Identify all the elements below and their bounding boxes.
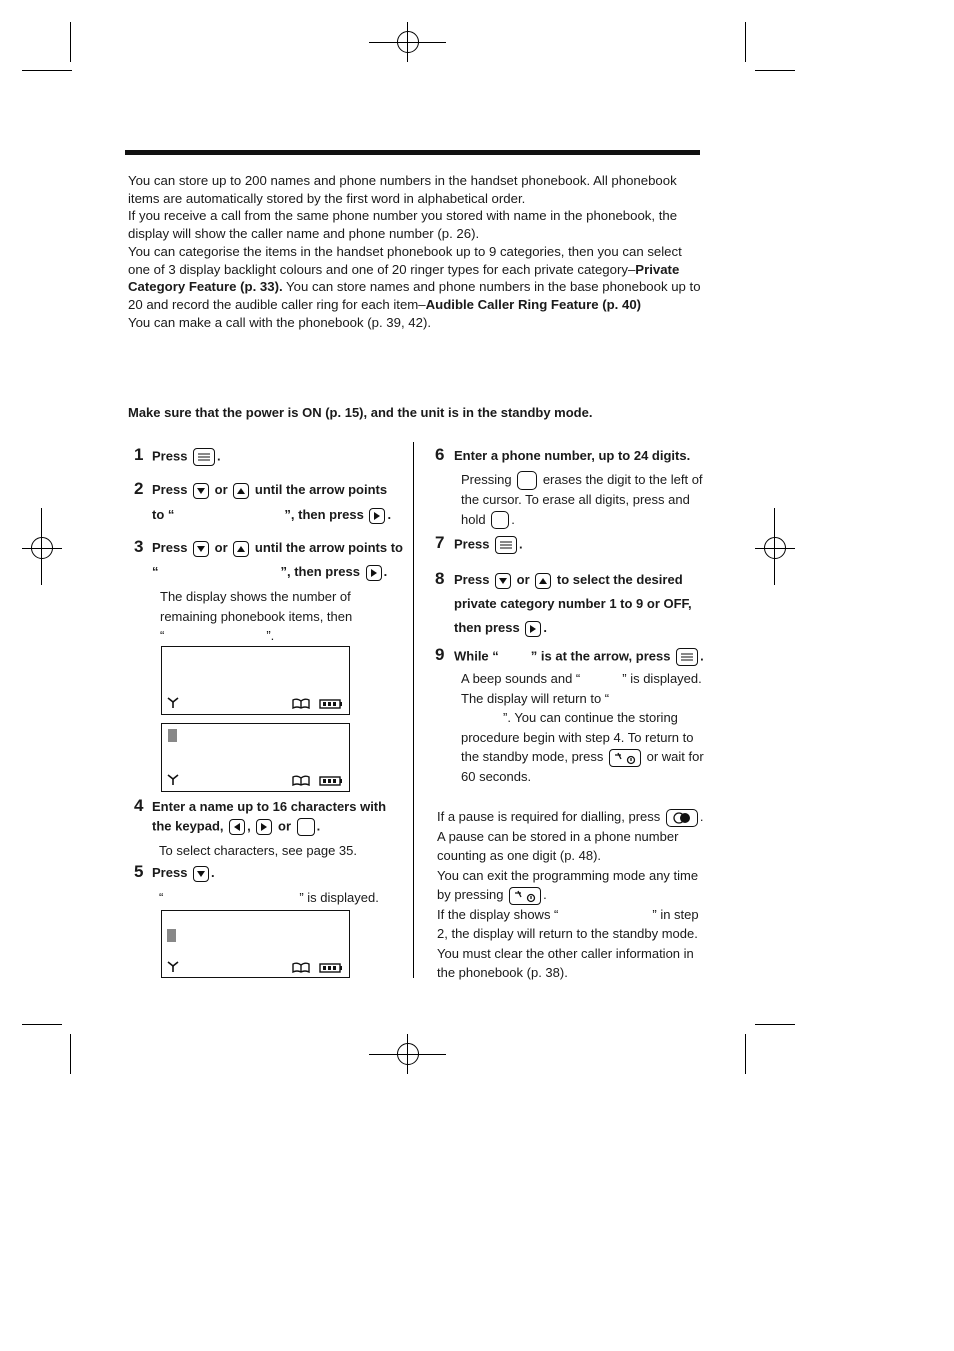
crop-mark — [755, 70, 795, 71]
step-number: 7 — [435, 533, 445, 552]
text-cursor — [167, 929, 176, 942]
battery-icon — [319, 776, 343, 786]
crop-mark — [22, 70, 72, 71]
menu-key-icon — [495, 536, 517, 554]
step-5-body: “ ” is displayed. — [159, 890, 379, 905]
step-number: 1 — [134, 445, 144, 464]
up-key-icon — [233, 541, 249, 557]
crop-mark — [70, 22, 71, 62]
battery-icon — [319, 699, 343, 709]
down-key-icon — [495, 573, 511, 589]
step-7-text: Press . — [454, 536, 523, 554]
step-4-line1: Enter a name up to 16 characters with — [152, 799, 387, 814]
crop-mark — [745, 1034, 746, 1074]
phonebook-icon — [292, 698, 310, 709]
step-number: 8 — [435, 569, 445, 588]
phonebook-icon — [292, 962, 310, 973]
blank-key-icon — [297, 818, 315, 836]
step-number: 6 — [435, 445, 445, 464]
step-number: 4 — [134, 796, 144, 815]
step-3-body: The display shows the number of remaining phonebook items, then “ ”. — [160, 589, 353, 643]
column-divider — [413, 442, 414, 978]
step-2-line1: Press or until the arrow points — [152, 482, 388, 497]
up-key-icon — [535, 573, 551, 589]
menu-key-icon — [193, 448, 215, 466]
lcd-display — [161, 910, 350, 978]
step-2-line2: to “ ”, then press . — [152, 507, 392, 522]
step-9-body: A beep sounds and “ ” is displayed. The display will return to “ ”. You can continue the storing procedure begin with step 4. To return to the standby mode, press or wait for 60 seconds. — [461, 671, 704, 784]
step-number: 9 — [435, 645, 445, 664]
step-3-line1: Press or until the arrow points to — [152, 540, 403, 555]
antenna-icon — [167, 774, 179, 786]
down-key-icon — [193, 483, 209, 499]
notes-section: If a pause is required for dialling, press . A pause can be stored in a phone number counting as one digit (p. 48). You can exit the programming mode any time by pressing . If the display shows “ ” in step 2, the display will return to the standby mode. You must clear the other caller information in the phonebook (p. 38). — [437, 809, 704, 981]
step-6-title: Enter a phone number, up to 24 digits. — [454, 448, 691, 463]
antenna-icon — [167, 961, 179, 973]
down-key-icon — [193, 541, 209, 557]
prerequisite-note: Make sure that the power is ON (p. 15), and the unit is in the standby mode. — [128, 405, 593, 420]
right-key-icon — [366, 565, 382, 581]
step-number: 5 — [134, 862, 144, 881]
crop-mark — [755, 1024, 795, 1025]
lcd-display — [161, 646, 350, 715]
antenna-icon — [167, 697, 179, 709]
crop-mark — [22, 1024, 62, 1025]
right-key-icon — [369, 508, 385, 524]
step-9-line1: While “ ” is at the arrow, press . — [454, 648, 704, 666]
step-8-line1: Press or to select the desired — [454, 572, 683, 587]
left-key-icon — [229, 819, 245, 835]
text-cursor — [168, 729, 177, 742]
phonebook-icon — [292, 775, 310, 786]
step-8-line3: then press . — [454, 620, 547, 635]
right-key-icon — [256, 819, 272, 835]
step-3-line2: “ ”, then press . — [152, 564, 388, 579]
step-4-body: To select characters, see page 35. — [159, 843, 358, 858]
up-key-icon — [233, 483, 249, 499]
pause-key-icon — [666, 809, 698, 827]
intro-text — [128, 172, 703, 331]
off-key-icon — [609, 749, 641, 767]
lcd-display — [161, 723, 350, 792]
step-number: 2 — [134, 479, 144, 498]
crop-mark — [745, 22, 746, 62]
right-key-icon — [525, 621, 541, 637]
down-key-icon — [193, 866, 209, 882]
intro-paragraph: If you receive a call from the same phone number you stored with name in the phonebook, the display will show the caller name and phone number (p. 26). — [128, 208, 678, 242]
step-number: 3 — [134, 537, 144, 556]
step-6-body: Pressing erases the digit to the left of the cursor. To erase all digits, press and hold . — [461, 470, 703, 529]
header-rule — [125, 150, 700, 155]
intro-paragraph: You can store up to 200 names and phone numbers in the handset phonebook. All phonebook items are automatically stored by the first word in alphabetical order. — [128, 173, 677, 206]
intro-paragraph: You can make a call with the phonebook (p. 39, 42). — [128, 314, 432, 330]
step-4-line2: the keypad, , or . — [152, 818, 320, 836]
clear-key-icon — [491, 511, 509, 529]
step-1-text: Press . — [152, 448, 221, 466]
off-key-icon — [509, 887, 541, 905]
clear-key-icon — [517, 471, 537, 490]
intro-paragraph: You can categorise the items in the handset phonebook up to 9 categories, then you can select one of 3 display backlight colours and one of 20 ringer types for each private category–Private Category Feature (p. 33). You can store names and phone numbers in the base phonebook up to 20 and record the audible caller ring for each item–Audible Caller Ring Feature (p. 40) — [128, 243, 701, 312]
step-8-line2: private category number 1 to 9 or OFF, — [454, 596, 692, 611]
step-5-text: Press . — [152, 865, 215, 880]
crop-mark — [70, 1034, 71, 1074]
battery-icon — [319, 963, 343, 973]
menu-key-icon — [676, 648, 698, 666]
